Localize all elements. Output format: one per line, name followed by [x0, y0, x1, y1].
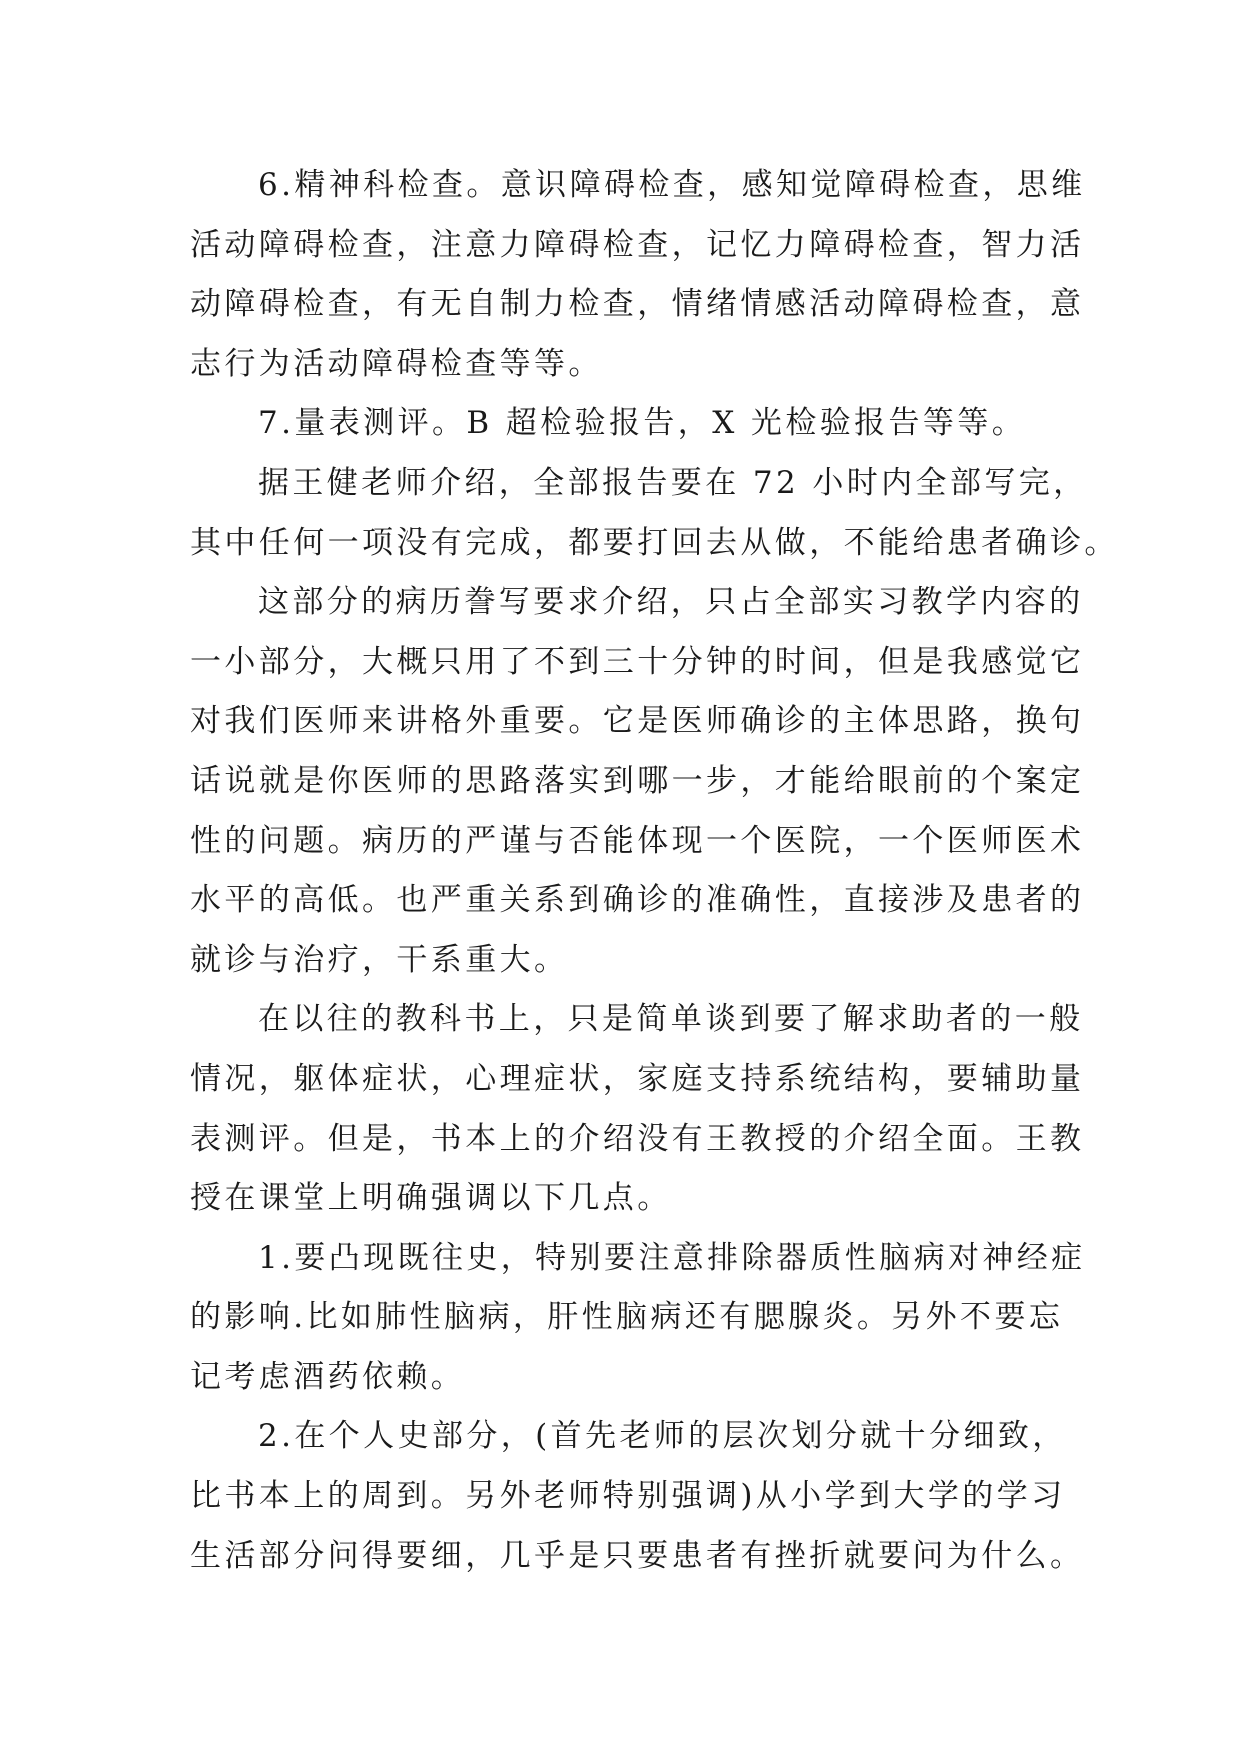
- paragraph-mental-exam: [190, 156, 1086, 394]
- text-line: 6.精神科检查。意识障碍检查，感知觉障碍检查，思维: [258, 167, 1086, 203]
- text-line: 在以往的教科书上，只是简单谈到要了解求助者的一般: [258, 1001, 1084, 1038]
- paragraph-textbook: [190, 990, 1085, 1228]
- text-line: 对我们医师来讲格外重要。它是医师确诊的主体思路，换句: [190, 703, 1085, 740]
- paragraph-point-2: [190, 1407, 1085, 1586]
- text-line: 授在课堂上明确强调以下几点。: [190, 1180, 672, 1217]
- text-line: 表测评。但是，书本上的介绍没有王教授的介绍全面。王教: [190, 1120, 1085, 1157]
- text-line: 这部分的病历誊写要求介绍，只占全部实习教学内容的: [258, 584, 1084, 621]
- text-line: 就诊与治疗，干系重大。: [190, 941, 569, 978]
- body-text: [190, 156, 1119, 1586]
- text-line: 记考虑酒药依赖。: [190, 1358, 466, 1395]
- text-line: 一小部分，大概只用了不到三十分钟的时间，但是我感觉它: [190, 643, 1085, 680]
- text-line: 7.量表测评。B 超检验报告，X 光检验报告等等。: [258, 405, 1027, 442]
- paragraph-scale: [190, 394, 1052, 454]
- paragraph-point-1: [190, 1229, 1086, 1408]
- text-line: 生活部分问得要细，几乎是只要患者有挫折就要问为什么。: [190, 1537, 1085, 1574]
- text-line: 话说就是你医师的思路落实到哪一步，才能给眼前的个案定: [190, 762, 1085, 799]
- text-line: 比书本上的周到。另外老师特别强调)从小学到大学的学习: [190, 1478, 1066, 1515]
- text-line: 活动障碍检查，注意力障碍检查，记忆力障碍检查，智力活: [190, 226, 1085, 263]
- text-line: 动障碍检查，有无自制力检查，情绪情感活动障碍检查，意: [190, 286, 1085, 323]
- text-line: 志行为活动障碍检查等等。: [190, 345, 603, 382]
- text-line: 2.在个人史部分，(首先老师的层次划分就十分细致，: [258, 1418, 1067, 1455]
- paragraph-record-importance: [190, 573, 1085, 990]
- text-line: 1.要凸现既往史，特别要注意排除器质性脑病对神经症: [258, 1239, 1086, 1276]
- text-line: 水平的高低。也严重关系到确诊的准确性，直接涉及患者的: [190, 882, 1085, 919]
- text-line: 的影响.比如肺性脑病，肝性脑病还有腮腺炎。另外不要忘: [190, 1299, 1064, 1336]
- text-line: 据王健老师介绍，全部报告要在 72 小时内全部写完，: [258, 464, 1088, 501]
- text-line: 其中任何一项没有完成，都要打回去从做，不能给患者确诊。: [190, 524, 1119, 561]
- text-line: 情况，躯体症状，心理症状，家庭支持系统结构，要辅助量: [190, 1060, 1085, 1097]
- paragraph-report-deadline: [190, 454, 1119, 573]
- text-line: 性的问题。病历的严谨与否能体现一个医院，一个医师医术: [190, 822, 1085, 859]
